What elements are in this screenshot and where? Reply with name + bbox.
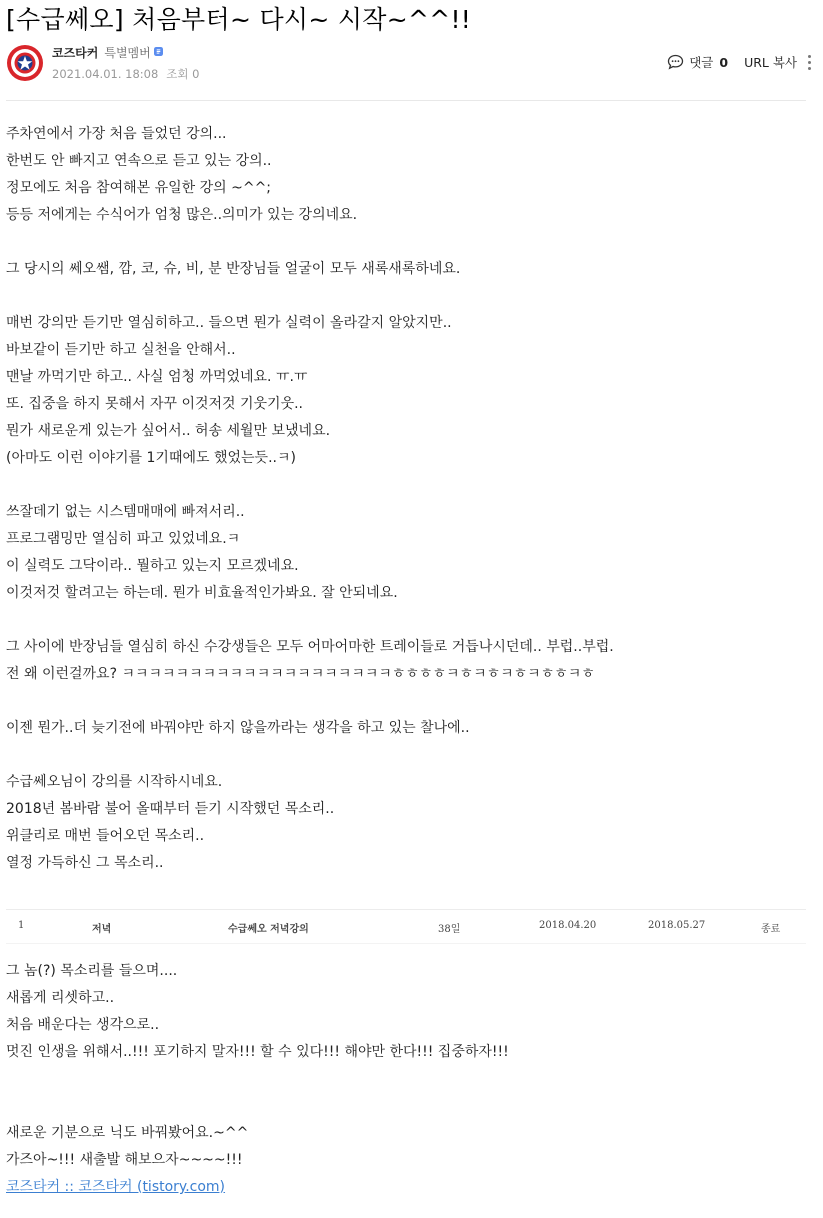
view-count: 조회 0 — [166, 67, 200, 81]
content-line: 멋진 인생을 위해서..!!! 포기하지 말자!!! 할 수 있다!!! 해야만 한다!!! 집중하자!!! — [6, 1044, 509, 1060]
content-line: 한번도 안 빠지고 연속으로 듣고 있는 강의.. — [6, 153, 272, 169]
comment-button[interactable] — [667, 53, 728, 71]
blog-link[interactable]: 코즈타커 :: 코즈타커 (tistory.com) — [6, 1179, 226, 1195]
content-line: 이젠 뭔가..더 늦기전에 바꿔야만 하지 않을까라는 생각을 하고 있는 찰나에.. — [6, 720, 470, 736]
post-toolbar — [667, 52, 811, 72]
content-line: (아마도 이런 이야기를 1기때에도 했었는듯..ㅋ) — [6, 450, 296, 466]
content-line: 뭔가 새로운게 있는가 싶어서.. 허송 세월만 보냈네요. — [6, 423, 331, 439]
content-line: 등등 저에게는 수식어가 엄청 많은..의미가 있는 강의네요. — [6, 207, 358, 223]
content-line: 새로운 기분으로 닉도 바꿔봤어요.~^^ — [6, 1125, 249, 1141]
content-line: 프로그램밍만 열심히 파고 있었네요.ㅋ — [6, 531, 241, 547]
content-line — [6, 1093, 509, 1120]
content-line: 수급쎄오님이 강의를 시작하시네요. — [6, 774, 223, 790]
content-line: 2018년 봄바람 불어 올때부터 듣기 시작했던 목소리.. — [6, 801, 335, 817]
post-content-continued — [6, 958, 509, 1201]
more-vertical-icon[interactable] — [807, 54, 811, 70]
content-line: 가즈아~!!! 새출발 해보으자~~~~!!! — [6, 1152, 243, 1168]
header-divider — [6, 100, 806, 101]
comment-count: 0 — [719, 54, 729, 70]
content-line — [6, 472, 614, 499]
table-cell-no: 1 — [18, 920, 25, 931]
content-line: 바보같이 듣기만 하고 실천을 안해서.. — [6, 342, 236, 358]
post-title: [수급쎄오] 처음부터~ 다시~ 시작~^^!! — [6, 5, 472, 34]
content-line: 처음 배운다는 생각으로.. — [6, 1017, 160, 1033]
content-line: 이 실력도 그닥이라.. 뭘하고 있는지 모르겠네요. — [6, 558, 299, 574]
comment-label: 댓글 — [689, 55, 714, 70]
member-role: 특별멤버 — [104, 46, 151, 60]
content-line: 쓰잘데기 없는 시스템매매에 빠져서리.. — [6, 504, 245, 520]
content-line: 위클리로 매번 들어오던 목소리.. — [6, 828, 205, 844]
table-cell-end: 2018.05.27 — [648, 920, 706, 931]
content-line: 새롭게 리셋하고.. — [6, 990, 115, 1006]
post-date: 2021.04.01. 18:08 — [52, 67, 159, 81]
author-avatar[interactable] — [7, 45, 43, 81]
content-line — [6, 229, 614, 256]
content-line: 그 사이에 반장님들 열심히 하신 수강생들은 모두 어마어마한 트레이들로 거듭나시던데.. 부럽..부럽. — [6, 639, 614, 655]
content-line: 열정 가득하신 그 목소리.. — [6, 855, 164, 871]
table-cell-start: 2018.04.20 — [539, 920, 597, 931]
table-cell-status: 종료 — [761, 924, 781, 935]
course-table-row — [6, 909, 806, 944]
content-line: 이것저것 할려고는 하는데. 뭔가 비효율적인가봐요. 잘 안되네요. — [6, 585, 398, 601]
content-line — [6, 607, 614, 634]
content-line: 전 왜 이런걸까요? ㅋㅋㅋㅋㅋㅋㅋㅋㅋㅋㅋㅋㅋㅋㅋㅋㅋㅋㅋㅋㅎㅎㅎㅎㅋㅎㅋㅎㅋㅎㅋㅎㅎㅋㅎ — [6, 666, 595, 682]
manager-badge-icon — [154, 47, 163, 56]
content-line — [6, 1174, 509, 1201]
content-line — [6, 688, 614, 715]
content-line: 주차연에서 가장 처음 들었던 강의... — [6, 126, 227, 142]
table-cell-time: 저녁 — [92, 924, 112, 935]
url-copy-button[interactable]: URL 복사 — [744, 55, 797, 70]
content-line: 맨날 까먹기만 하고.. 사실 엄청 까먹었네요. ㅠ.ㅠ — [6, 369, 308, 385]
table-cell-course: 수급쎄오 저녁강의 — [228, 924, 309, 935]
author-name[interactable]: 코즈타커 — [52, 46, 99, 60]
content-line — [6, 1066, 509, 1093]
content-line: 그 놈(?) 목소리를 들으며.... — [6, 963, 178, 979]
table-cell-weeks: 38일 — [438, 924, 461, 935]
post-content — [6, 121, 614, 877]
content-line — [6, 742, 614, 769]
content-line: 그 당시의 쎄오쌤, 깜, 코, 슈, 비, 분 반장님들 얼굴이 모두 새록새록하네요. — [6, 261, 461, 277]
comment-bubble-icon — [667, 54, 684, 70]
content-line: 정모에도 처음 참여해본 유일한 강의 ~^^; — [6, 180, 272, 196]
content-line — [6, 283, 614, 310]
post-meta — [52, 66, 200, 82]
author-info — [52, 44, 163, 62]
content-line: 또. 집중을 하지 못해서 자꾸 이것저것 기웃기웃.. — [6, 396, 304, 412]
content-line: 매번 강의만 듣기만 열심히하고.. 들으면 뭔가 실력이 올라갈지 알았지만.. — [6, 315, 452, 331]
